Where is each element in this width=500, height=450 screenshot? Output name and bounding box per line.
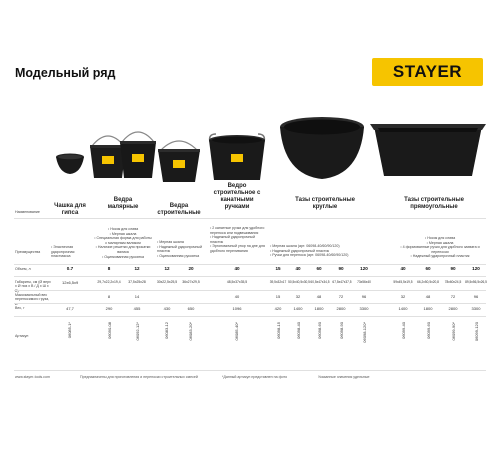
row-label-weight: Вес, г (15, 306, 25, 310)
feature-item: • Мерная шкала (400, 241, 480, 246)
spec-dims: 66,2х50,5х20,8 (417, 280, 439, 284)
spec-weight: 1400 (398, 306, 408, 311)
col-header-rope-bucket: Ведро строительное с канатными ручками (213, 183, 261, 210)
footer-site-link[interactable]: www.stayer-tools.com (15, 375, 50, 379)
footer-note-values: Указанные значения удельные (318, 375, 370, 379)
spec-volume: 12 (164, 266, 170, 271)
spec-weight: 1800 (314, 306, 324, 311)
spec-weight: 3300 (471, 306, 481, 311)
spec-volume: 90 (450, 266, 456, 271)
features-construction-buckets (157, 240, 205, 258)
feature-item: • Надежный ударопрочный пластик (400, 254, 480, 259)
spec-load: 15 (275, 294, 281, 299)
spec-article: 06099-90* (451, 322, 456, 341)
spec-dims: 37,5х25х28 (128, 280, 146, 284)
spec-weight: 1400 (293, 306, 303, 311)
spec-dims: 78х60х24,5 (444, 280, 462, 284)
feature-item: • Носик для слива (94, 227, 152, 232)
spec-weight: 2800 (448, 306, 458, 311)
features-painting-buckets (94, 227, 152, 259)
spec-weight: 455 (133, 306, 141, 311)
divider (14, 316, 486, 317)
row-label-volume: Объем, л (15, 267, 31, 271)
spec-volume: 60 (425, 266, 431, 271)
spec-dims: 67,5х47х37,5 (332, 280, 352, 284)
feature-item: • Эластичная ударопрочная пластмасса (51, 245, 91, 259)
top-blank-area (0, 0, 500, 58)
spec-volume: 60 (316, 266, 322, 271)
spec-volume: 15 (275, 266, 281, 271)
spec-weight: 420 (274, 306, 282, 311)
feature-item: • Специальная форма для работы с малярным валиком (94, 236, 152, 245)
feature-item: • Надежный ударопрочный пластик (210, 235, 268, 244)
row-label-name: Наименование (15, 210, 40, 214)
features-rect-basins (400, 236, 480, 259)
spec-article: 06099-40 (401, 322, 406, 339)
spec-dims: 73х56х40 (357, 280, 371, 284)
feature-item: • Носик для слива (400, 236, 480, 241)
spec-volume: 20 (188, 266, 194, 271)
spec-weight: 1800 (423, 306, 433, 311)
spec-article: 06098-40 (296, 322, 301, 339)
plaster-cup-image (55, 153, 85, 177)
spec-dims: 60,5х47х34,5 (310, 280, 330, 284)
spec-dims: 48,5х37х35,5 (226, 280, 248, 284)
stayer-logo (372, 58, 483, 86)
divider (14, 303, 486, 304)
features-round-basins (270, 244, 388, 258)
spec-weight: 2800 (336, 306, 346, 311)
spec-load: 48 (425, 294, 431, 299)
spec-article: 06092-12* (135, 322, 140, 341)
row-label-dims: Габариты, см (Ø верх х Ø низ х В / Д х Ш х (15, 280, 51, 289)
spec-dims: 39,5х32х17 (269, 280, 287, 284)
spec-load: 8 (107, 294, 111, 299)
spec-dims: 12х6,5х9 (62, 280, 79, 285)
row-label-advantages: Преимущества (15, 250, 41, 254)
spec-volume: 120 (472, 266, 480, 271)
row-label-load: Максимальный вес переносимого груза, (15, 293, 50, 302)
features-plaster-cup (51, 245, 91, 259)
spec-load: 14 (134, 294, 140, 299)
spec-article: 06099-120 (474, 322, 479, 342)
col-header-construction-buckets: Ведра строительные (157, 203, 201, 216)
spec-weight: 650 (187, 306, 195, 311)
footer-note-photo: *Данный артикул представлен на фото (222, 375, 288, 379)
feature-item: • Мерная шкала (94, 232, 152, 237)
spec-volume: 40 (400, 266, 406, 271)
painting-bucket-12-image (118, 128, 158, 180)
features-rope-bucket (210, 226, 268, 254)
round-basin-image (278, 115, 366, 181)
feature-item: • Мерная шкала (157, 240, 205, 245)
spec-article: 06099-60 (426, 322, 431, 339)
spec-volume: 40 (295, 266, 301, 271)
col-header-plaster-cup: Чашка для гипса (54, 203, 86, 216)
spec-load: 32 (295, 294, 301, 299)
spec-volume: 40 (234, 266, 240, 271)
spec-load: 96 (361, 294, 367, 299)
feature-item: • 2 канатные ручки для удобного переноса или подвешивания (210, 226, 268, 235)
spec-volume: 0.7 (66, 266, 74, 271)
spec-load: 96 (473, 294, 479, 299)
feature-item: • Оцинкованная рукоятка (94, 255, 152, 260)
spec-col (62, 266, 78, 271)
spec-load: 32 (400, 294, 406, 299)
spec-weight: 1096 (232, 306, 242, 311)
spec-volume: 8 (107, 266, 111, 271)
feature-item: • Ручки для переноса (арт. 06098-40/60/90/120) (270, 253, 388, 258)
spec-col (62, 280, 78, 285)
spec-dims: 36х27х29,5 (182, 280, 200, 284)
feature-item: • Надежный ударопрочный пластик (157, 245, 205, 254)
spec-volume: 90 (338, 266, 344, 271)
spec-load: 72 (450, 294, 456, 299)
spec-dims: 50,5х40,5х30,5 (288, 280, 310, 284)
spec-weight: 3300 (359, 306, 369, 311)
divider (14, 264, 486, 265)
brand-name: STAYER (392, 62, 463, 81)
feature-item: • 4 формованные ручки для удобного захвата и переноски (400, 245, 480, 254)
page-title: Модельный ряд (15, 66, 116, 80)
divider (14, 290, 486, 291)
footer-note-purpose: Предназначены для приготовления и переноски строительных смесей (80, 375, 198, 379)
rectangular-basin-image (368, 118, 488, 178)
spec-volume: 12 (134, 266, 140, 271)
spec-article: 06098-60 (317, 322, 322, 339)
col-header-painting-buckets: Ведра малярные (107, 197, 139, 210)
divider (14, 370, 486, 371)
row-label-article: Артикул (15, 334, 29, 338)
spec-article: 06098-15 (276, 322, 281, 339)
spec-dims: 89,5х56,5х26,5 (465, 280, 487, 284)
feature-item: • Эргономичный упор на дне для удобного переливания (210, 244, 268, 253)
spec-dims: 29,7х22,2х19,4 (97, 280, 121, 284)
spec-article: 06098-90 (339, 322, 344, 339)
rope-handle-bucket-image (206, 128, 268, 182)
spec-article: 06085-1* (67, 322, 72, 339)
col-header-round-basins: Тазы строительные круглые (295, 197, 355, 210)
divider (14, 276, 486, 277)
spec-article: 06098-120* (362, 322, 367, 343)
col-header-rect-basins: Тазы строительные прямоугольные (404, 197, 464, 210)
divider (14, 218, 486, 219)
construction-bucket-image (155, 140, 203, 184)
spec-load: 72 (338, 294, 344, 299)
spec-article: 06085-40* (234, 322, 239, 341)
feature-item: • Мерная шкала (арт. 06098-40/60/90/120) (270, 244, 388, 249)
spec-weight: 47,7 (66, 306, 74, 311)
spec-article: 06083-20* (188, 322, 193, 341)
feature-item: • Наличие решетки для прокатки валика (94, 245, 152, 254)
spec-article: 06083-12 (164, 322, 169, 339)
spec-article: 06090-08 (107, 322, 112, 339)
feature-item: • Надежный ударопрочный пластик (270, 249, 388, 254)
feature-item: • Оцинкованная рукоятка (157, 254, 205, 259)
spec-load: 40 (234, 294, 240, 299)
spec-weight: 290 (105, 306, 113, 311)
spec-volume: 120 (360, 266, 368, 271)
spec-dims: 59х45,5х19,5 (393, 280, 413, 284)
spec-col (62, 306, 78, 311)
spec-dims: 30х22,5х25,5 (156, 280, 178, 284)
spec-load: 48 (316, 294, 322, 299)
spec-weight: 430 (163, 306, 171, 311)
